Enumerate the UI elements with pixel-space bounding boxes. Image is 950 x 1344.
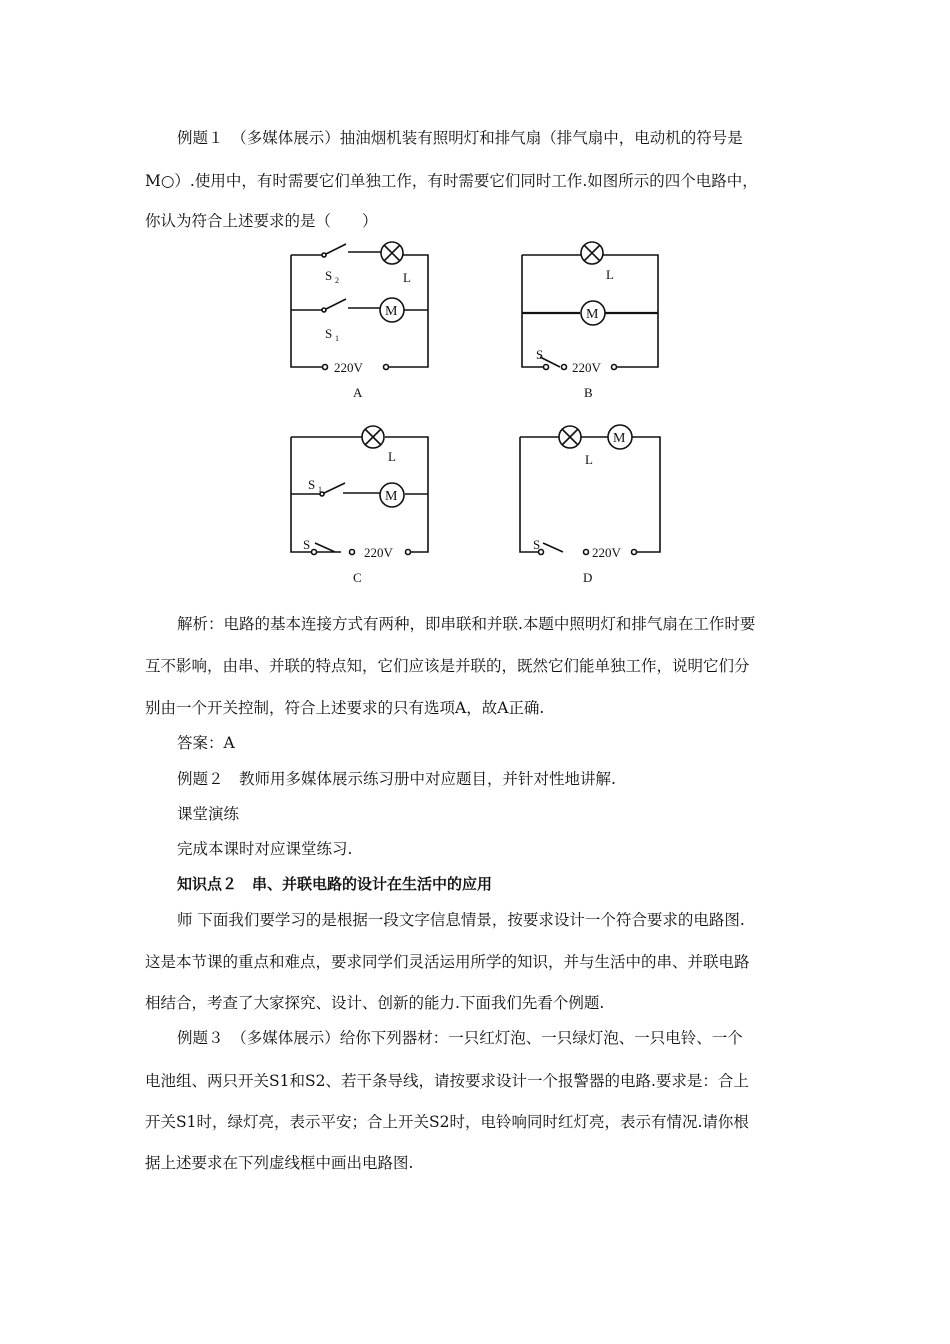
circuit-c [291, 426, 428, 585]
example1-line-1: 例题１ （多媒体展示）抽油烟机装有照明灯和排气扇（排气扇中，电动机的符号是 [177, 129, 743, 147]
circuit-a [291, 242, 428, 400]
switch-s1-label: S [308, 477, 316, 492]
example3-line-4: 据上述要求在下列虚线框中画出电路图. [145, 1154, 414, 1172]
example3-line-1: 例题３ （多媒体展示）给你下列器材：一只红灯泡、一只绿灯泡、一只电铃、一个 [177, 1029, 743, 1047]
voltage-label: 220V [364, 545, 393, 560]
switch-s-label: S [303, 537, 311, 552]
practice-text: 完成本课时对应课堂练习. [177, 840, 353, 858]
teacher-line-3: 相结合，考查了大家探究、设计、创新的能力.下面我们先看个例题. [145, 994, 605, 1012]
teacher-line-1: 师 下面我们要学习的是根据一段文字信息情景，按要求设计一个符合要求的电路图. [177, 911, 745, 929]
voltage-label: 220V [592, 545, 621, 560]
circuit-d [520, 425, 660, 585]
switch-s2-label: S [325, 268, 333, 283]
example2-text: 例题２ 教师用多媒体展示练习册中对应题目，并针对性地讲解. [177, 770, 616, 788]
option-b-label: B [584, 385, 593, 400]
practice-title: 课堂演练 [177, 805, 240, 823]
motor-label: M [586, 307, 599, 322]
motor-label: M [385, 489, 398, 504]
analysis-line-3: 别由一个开关控制，符合上述要求的只有选项A，故A正确. [145, 699, 545, 717]
switch-s-label: S [536, 347, 544, 362]
example3-line-2: 电池组、两只开关S1和S2、若干条导线，请按要求设计一个报警器的电路.要求是：合上 [145, 1072, 749, 1090]
example1-line-2: M○）.使用中，有时需要它们单独工作，有时需要它们同时工作.如图所示的四个电路中， [145, 172, 758, 190]
lamp-label: L [585, 452, 593, 467]
option-d-label: D [583, 570, 593, 585]
lamp-label: L [403, 270, 411, 285]
motor-label: M [385, 304, 398, 319]
circuit-b [522, 242, 658, 400]
analysis-line-2: 互不影响，由串、并联的特点知，它们应该是并联的，既然它们能单独工作，说明它们分 [145, 657, 750, 675]
example1-line-3: 你认为符合上述要求的是（ ） [145, 212, 378, 230]
analysis-line-1: 解析：电路的基本连接方式有两种，即串联和并联.本题中照明灯和排气扇在工作时要 [177, 615, 756, 633]
teacher-line-2: 这是本节课的重点和难点，要求同学们灵活运用所学的知识，并与生活中的串、并联电路 [145, 953, 750, 971]
example3-line-3: 开关S1时，绿灯亮，表示平安；合上开关S2时，电铃响同时红灯亮，表示有情况.请你根 [145, 1113, 749, 1131]
voltage-label: 220V [572, 360, 601, 375]
lamp-icon [362, 426, 384, 448]
lamp-label: L [388, 449, 396, 464]
answer-text: 答案：A [177, 734, 235, 752]
switch-s1-label: S [325, 326, 333, 341]
circuit-diagrams [0, 235, 950, 595]
lamp-icon [381, 242, 403, 264]
option-c-label: C [353, 570, 362, 585]
switch-s2-sub: 2 [335, 276, 339, 285]
switch-s1-sub: 1 [318, 485, 322, 494]
voltage-label: 220V [334, 360, 363, 375]
lamp-icon [559, 426, 581, 448]
lamp-label: L [606, 267, 614, 282]
motor-label: M [613, 431, 626, 446]
option-a-label: A [353, 385, 363, 400]
switch-s-label: S [533, 537, 541, 552]
lamp-icon [581, 242, 603, 264]
knowledge-point-2-title: 知识点２ 串、并联电路的设计在生活中的应用 [177, 875, 493, 893]
switch-s1-sub: 1 [335, 334, 339, 343]
